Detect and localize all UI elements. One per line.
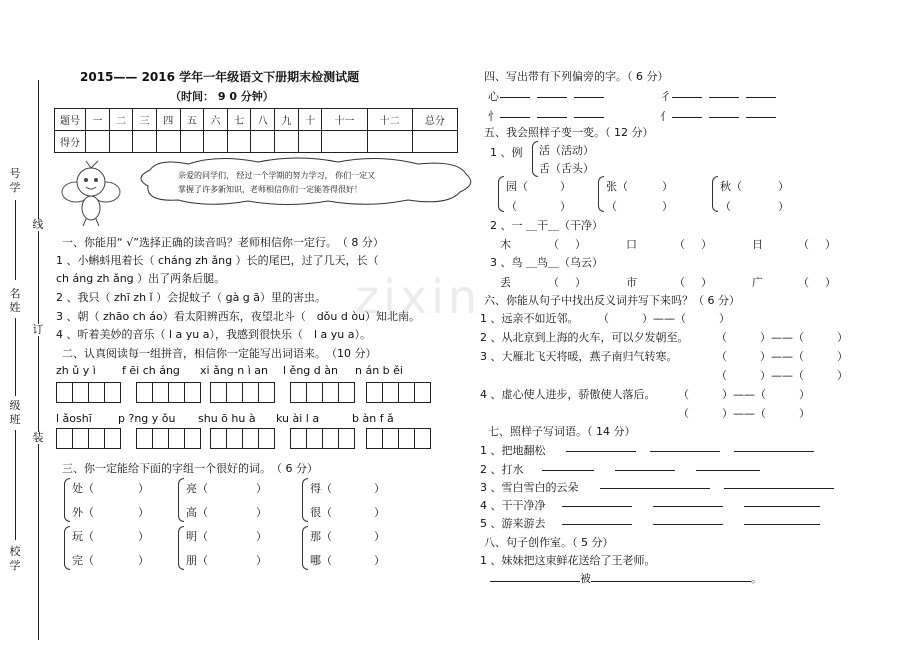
close-paren: ） [701, 238, 712, 251]
close-paren: ） [701, 276, 712, 289]
score-input[interactable] [251, 131, 275, 153]
score-input[interactable] [367, 131, 412, 153]
radical-shu-xin: 忄 [488, 110, 499, 123]
brace [598, 176, 604, 212]
char-item: 张（ [606, 180, 628, 193]
radical-xin: 心 [488, 90, 499, 103]
word-paren: ） [662, 180, 673, 193]
section6-q4: 4 、虚心使人进步，骄傲使人落后。 [480, 388, 656, 401]
word-item: 明（ [186, 530, 208, 543]
antonym-pair[interactable]: （ ）——（ ） [678, 388, 810, 401]
antonym-pair[interactable]: （ ）——（ ） [598, 312, 730, 325]
score-cell: 题号 [55, 109, 86, 131]
word-paren: ） [374, 530, 385, 543]
word-item: 处（ [72, 482, 94, 495]
brace [178, 478, 184, 522]
close-paren: ） [825, 276, 836, 289]
side-label-ming: 名 [9, 287, 21, 300]
section6-q2: 2 、从北京到上海的火车，可以夕发朝至。 [480, 331, 689, 344]
section1-q4: 4 、听着美妙的音乐（ l a yu a），我感到很快乐（ l a yu a）。 [56, 328, 372, 341]
side-label-xing: 姓 [9, 301, 21, 314]
score-cell: 八 [251, 109, 275, 131]
side-label-xian: 线 [32, 218, 44, 231]
page-title: 2015—— 2016 学年一年级语文下册期末检测试题 [80, 70, 360, 84]
word-paren: ） [778, 200, 789, 213]
writing-grid[interactable] [210, 382, 275, 403]
answer-line[interactable] [566, 442, 814, 455]
side-divider [15, 318, 16, 396]
score-cell: 总分 [412, 109, 457, 131]
word-paren: ） [138, 530, 149, 543]
word-item: 高（ [186, 506, 208, 519]
side-divider [15, 200, 16, 280]
fill-item: 木 [500, 238, 511, 251]
word-item: 哪（ [310, 554, 332, 567]
answer-line[interactable] [542, 461, 760, 474]
char-item: （ [506, 200, 517, 213]
brace [302, 526, 308, 570]
fill-item: 市 [626, 276, 637, 289]
word-paren: ） [256, 506, 267, 519]
section1-q1b: ch áng zh ǎng ）出了两条后腿。 [56, 272, 226, 285]
score-input[interactable] [109, 131, 133, 153]
close-paren: ） [825, 238, 836, 251]
section6-q3: 3 、大雁北飞天将暖，燕子南归气转寒。 [480, 350, 678, 363]
char-item: （ [606, 200, 617, 213]
answer-line[interactable] [490, 581, 580, 582]
antonym-pair[interactable]: （ ）——（ ） [716, 331, 848, 344]
fill-paren [674, 274, 712, 290]
pinyin-item: l ǎoshī [56, 412, 92, 425]
score-cell: 得分 [55, 131, 86, 153]
section6-q1: 1 、远亲不如近邻。 [480, 312, 579, 325]
example-item: 活（活动） [539, 144, 594, 157]
word-paren: ） [138, 506, 149, 519]
word-paren: ） [138, 554, 149, 567]
score-cell: 七 [227, 109, 251, 131]
section2-title: 二、认真阅读每一组拼音，相信你一定能写出词语来。 （10 分） [62, 347, 377, 360]
word-item: 玩（ [72, 530, 94, 543]
word-item: 那（ [310, 530, 332, 543]
answer-line[interactable] [591, 581, 751, 582]
pinyin-item: ku ài l a [276, 412, 320, 425]
word-item: 亮（ [186, 482, 208, 495]
word-paren: ） [374, 482, 385, 495]
example-item: 舌（舌头） [539, 162, 594, 175]
word-item: 得（ [310, 482, 332, 495]
answer-line[interactable] [562, 515, 820, 528]
binding-line [38, 80, 39, 640]
writing-grid[interactable] [366, 428, 431, 449]
word-paren: ） [778, 180, 789, 193]
word-item: 很（ [310, 506, 332, 519]
side-label-xiao: 校 [9, 545, 21, 558]
score-input[interactable] [156, 131, 180, 153]
section7-title: 七、照样子写词语。（ 14 分） [488, 425, 636, 438]
fill-paren [548, 236, 586, 252]
section1-q2: 2 、我只（ zhī zh ǐ ）会捉蚊子（ gà g ā）里的害虫。 [56, 291, 327, 304]
word-paren: ） [662, 200, 673, 213]
pinyin-item: f ēi ch áng [122, 364, 180, 377]
fill-paren [798, 274, 836, 290]
fill-paren [548, 274, 586, 290]
pinyin-item: p ?ng y ǒu [118, 412, 176, 425]
section1-q1a: 1 、小蝌蚪甩着长（ cháng zh ǎng ）长的尾巴，过了几天，长（ [56, 254, 379, 267]
brace [498, 176, 504, 212]
cloud-icon [128, 156, 478, 208]
score-value-row [55, 131, 458, 153]
open-paren: （ [674, 276, 685, 289]
section7-item: 5 、游来游去 [480, 517, 546, 530]
brace [64, 526, 70, 570]
section3-title: 三、你一定能给下面的字组一个很好的词。 （ 6 分） [62, 462, 318, 475]
watermark: zixin [355, 270, 482, 324]
score-input[interactable] [275, 131, 299, 153]
score-cell: 十一 [322, 109, 367, 131]
side-label-hao: 号 [9, 167, 21, 180]
score-header-row [55, 109, 458, 131]
score-input[interactable] [298, 131, 322, 153]
score-cell: 五 [180, 109, 204, 131]
cartoon-bee-icon [56, 158, 126, 230]
writing-grid[interactable] [56, 382, 121, 403]
score-input[interactable] [412, 131, 457, 153]
char-item: （ [720, 200, 731, 213]
antonym-pair[interactable]: （ ）——（ ） [716, 369, 848, 382]
writing-grid[interactable] [290, 428, 355, 449]
section8-title: 八、句子创作室。（ 5 分） [484, 536, 614, 549]
fill-item: 广 [752, 276, 763, 289]
section7-item: 2 、打水 [480, 463, 524, 476]
score-table [54, 108, 458, 153]
brace [302, 478, 308, 522]
section8-q1: 1 、妹妹把这束鲜花送给了王老师。 [480, 554, 656, 567]
side-label-ji: 级 [9, 399, 21, 412]
cloud-text-line2: 掌握了许多新知识，老师相信你们一定能答得很好！ [178, 185, 362, 194]
writing-grid[interactable] [136, 428, 201, 449]
answer-line[interactable] [500, 108, 604, 121]
score-input[interactable] [322, 131, 367, 153]
bei-word: 被 [580, 572, 591, 585]
score-cell: 四 [156, 109, 180, 131]
section1-title: 一、你能用“ √”选择正确的读音吗？老师相信你一定行。 （ 8 分） [62, 236, 384, 249]
word-paren: ） [256, 554, 267, 567]
score-cell: 九 [275, 109, 299, 131]
word-item: 朋（ [186, 554, 208, 567]
section7-item: 3 、雪白雪白的云朵 [480, 481, 579, 494]
fill-paren [674, 236, 712, 252]
section1-q3: 3 、朝（ zhāo ch áo）看太阳辨西东，夜望北斗（ dǒu d òu）知北南。 [56, 310, 421, 323]
score-cell: 十二 [367, 109, 412, 131]
fill-item: 日 [752, 238, 763, 251]
answer-line[interactable] [600, 479, 834, 492]
score-cell: 三 [133, 109, 157, 131]
section7-item: 4 、干干净净 [480, 499, 546, 512]
word-item: 完（ [72, 554, 94, 567]
open-paren: （ [548, 238, 559, 251]
pinyin-item: b àn f ǎ [352, 412, 394, 425]
pinyin-item: zh ǔ y ì [56, 364, 96, 377]
word-item: 外（ [72, 506, 94, 519]
score-cell: 六 [204, 109, 228, 131]
sentence-answer[interactable] [490, 570, 762, 586]
side-label-ban: 班 [9, 413, 21, 426]
brace [64, 478, 70, 522]
section6-title: 六、你能从句子中找出反义词并写下来吗？（ 6 分） [484, 294, 740, 307]
score-cell: 一 [86, 109, 110, 131]
radical-ren: 亻 [660, 110, 671, 123]
score-input[interactable] [227, 131, 251, 153]
open-paren: （ [798, 276, 809, 289]
writing-grid[interactable] [290, 382, 355, 403]
pinyin-item: l ěng d àn [283, 364, 338, 377]
word-paren: ） [560, 200, 571, 213]
brace [178, 526, 184, 570]
example-label: 1 、例 [490, 146, 523, 159]
word-paren: ） [374, 554, 385, 567]
answer-line[interactable] [672, 88, 776, 101]
writing-grid[interactable] [366, 382, 431, 403]
answer-line[interactable] [562, 497, 820, 510]
score-input[interactable] [133, 131, 157, 153]
section4-title: 四、写出带有下列偏旁的字。（ 6 分） [484, 70, 669, 83]
writing-grid[interactable] [136, 382, 201, 403]
fill-item: 口 [626, 238, 637, 251]
char-item: 园（ [506, 180, 528, 193]
open-paren: （ [798, 238, 809, 251]
radical-chi: 彳 [660, 90, 671, 103]
antonym-pair[interactable]: （ ）——（ ） [716, 350, 848, 363]
char-item: 秋（ [720, 180, 742, 193]
score-cell: 二 [109, 109, 133, 131]
side-label-xue: 学 [9, 181, 21, 194]
word-paren: ） [138, 482, 149, 495]
word-paren: ） [560, 180, 571, 193]
score-cell: 十 [298, 109, 322, 131]
close-paren: ） [575, 276, 586, 289]
answer-line[interactable] [672, 108, 776, 121]
open-paren: （ [674, 238, 685, 251]
word-paren: ） [256, 530, 267, 543]
example-2: 2 、一 ＿干＿（干净） [490, 219, 603, 232]
side-label-ding: 订 [32, 323, 44, 336]
brace [712, 176, 718, 212]
open-paren: （ [548, 276, 559, 289]
word-paren: ） [374, 506, 385, 519]
fill-paren [798, 236, 836, 252]
writing-grid[interactable] [56, 428, 121, 449]
pinyin-item: xi ǎng n ì an [200, 364, 268, 377]
section5-title: 五、我会照样子变一变。（ 12 分） [484, 126, 654, 139]
pinyin-item: n án b ěi [355, 364, 403, 377]
score-input[interactable] [86, 131, 110, 153]
cloud-text-line1: 亲爱的同学们， 经过一个学期的努力学习， 你们一定又 [178, 171, 376, 180]
score-input[interactable] [180, 131, 204, 153]
side-divider [15, 430, 16, 540]
side-label-xue2: 学 [9, 559, 21, 572]
brace [532, 141, 538, 177]
time-limit: （时间： 9 0 分钟） [170, 90, 274, 103]
score-input[interactable] [204, 131, 228, 153]
section7-item: 1 、把地翻松 [480, 444, 546, 457]
writing-grid[interactable] [210, 428, 275, 449]
word-paren: ） [256, 482, 267, 495]
pinyin-item: shu ō hu à [198, 412, 256, 425]
example-3: 3 、鸟 ＿鸟＿（乌云） [490, 256, 603, 269]
close-paren: ） [575, 238, 586, 251]
side-label-zhuang: 装 [32, 431, 44, 444]
sentence-end: 。 [751, 572, 762, 585]
answer-line[interactable] [500, 88, 604, 101]
fill-item: 丢 [500, 276, 511, 289]
antonym-pair[interactable]: （ ）——（ ） [678, 407, 810, 420]
